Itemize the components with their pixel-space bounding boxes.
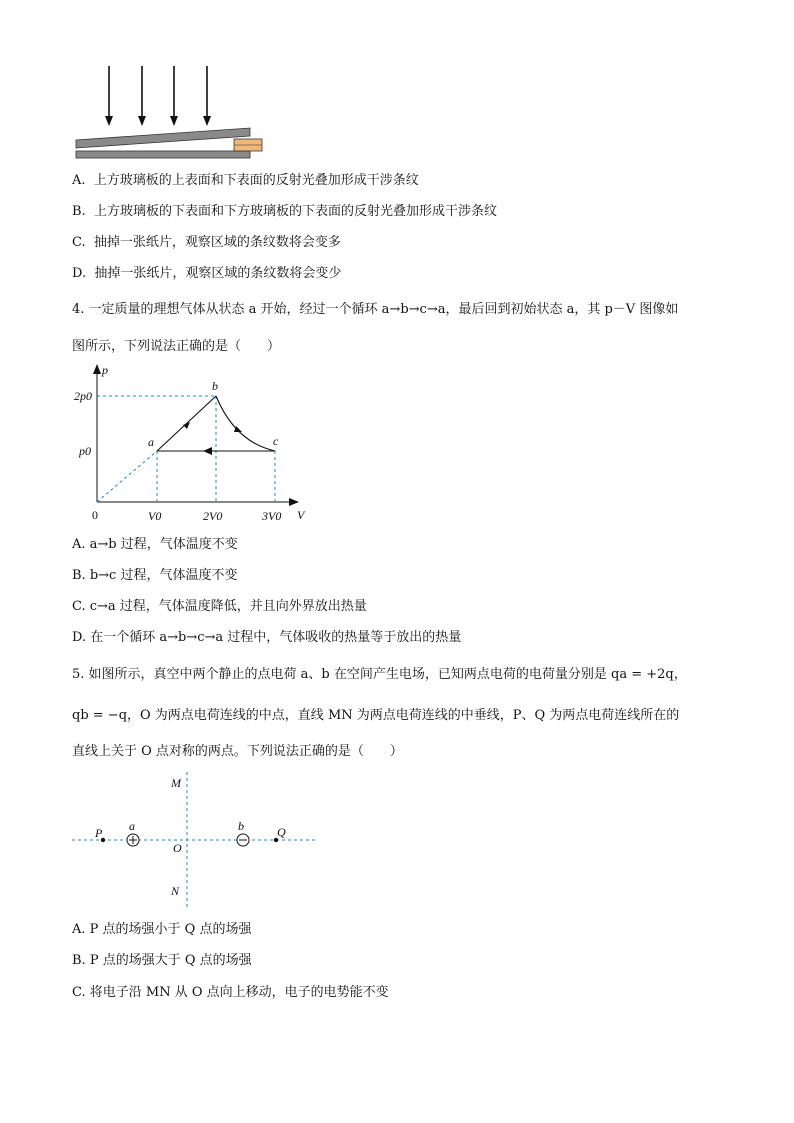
point-c-label: c <box>273 434 279 448</box>
q4-option-c: C. c→a 过程，气体温度降低，并且向外界放出热量 <box>72 599 367 614</box>
q4-option-d: D. 在一个循环 a→b→c→a 过程中，气体吸收的热量等于放出的热量 <box>72 630 462 645</box>
q5-stem-line2: qb = −q，O 为两点电荷连线的中点，直线 MN 为两点电荷连线的中垂线，P、Q 为两点电荷连线所在的 <box>72 708 680 723</box>
q3-option-b: B. 上方玻璃板的下表面和下方玻璃板的下表面的反射光叠加形成干涉条纹 <box>72 204 497 219</box>
q4-option-b: B. b→c 过程，气体温度不变 <box>72 568 238 583</box>
q3-option-b-text: 上方玻璃板的下表面和下方玻璃板的下表面的反射光叠加形成干涉条纹 <box>93 204 497 219</box>
label-p: P <box>95 826 103 840</box>
charge-a-positive <box>127 834 139 846</box>
pv-graph <box>70 362 320 532</box>
label-o: O <box>173 841 182 855</box>
process-bc <box>216 396 275 451</box>
origin-label: 0 <box>92 508 98 522</box>
q4-option-a: A. a→b 过程，气体温度不变 <box>72 537 238 552</box>
charge-b-negative <box>237 834 249 846</box>
wedge-figure <box>70 60 270 165</box>
p-axis-label: p <box>102 363 108 377</box>
q5-option-b: B. P 点的场强大于 Q 点的场强 <box>72 953 252 968</box>
q3-option-a: A. 上方玻璃板的上表面和下表面的反射光叠加形成干涉条纹 <box>72 173 419 188</box>
charges-figure <box>70 768 320 918</box>
lower-glass-plate <box>76 151 250 158</box>
q4-stem-line1: 4. 一定质量的理想气体从状态 a 开始，经过一个循环 a→b→c→a，最后回到初始状态 a，其 p－V 图像如 <box>72 302 679 317</box>
point-b-label: b <box>212 379 218 393</box>
label-a: a <box>129 819 135 833</box>
q3-option-c: C. 抽掉一张纸片，观察区域的条纹数将会变多 <box>72 235 341 250</box>
q4-stem-line2: 图所示，下列说法正确的是（ ） <box>72 339 281 354</box>
q3-option-d: D. 抽掉一张纸片，观察区域的条纹数将会变少 <box>72 266 342 281</box>
label-m: M <box>171 776 181 790</box>
q5-option-a: A. P 点的场强小于 Q 点的场强 <box>72 922 252 937</box>
label-b: b <box>238 819 244 833</box>
q5-stem-line3: 直线上关于 O 点对称的两点。下列说法正确的是（ ） <box>72 744 403 759</box>
label-n: N <box>171 884 180 898</box>
tick-p0: p0 <box>79 444 91 458</box>
q3-option-c-text: 抽掉一张纸片，观察区域的条纹数将会变多 <box>93 235 341 250</box>
upper-glass-plate <box>76 128 250 148</box>
tick-3v0: 3V0 <box>262 509 282 523</box>
label-q: Q <box>277 825 286 839</box>
q3-option-d-text: 抽掉一张纸片，观察区域的条纹数将会变少 <box>94 266 342 281</box>
q5-option-c: C. 将电子沿 MN 从 O 点向上移动，电子的电势能不变 <box>72 985 389 1000</box>
tick-2p0: 2p0 <box>74 389 92 403</box>
tick-v0: V0 <box>148 509 162 523</box>
tick-2v0: 2V0 <box>203 509 223 523</box>
point-a-label: a <box>148 435 154 449</box>
incident-light-arrows <box>105 66 211 126</box>
v-axis-label: V <box>297 508 305 522</box>
guide-origin-a <box>97 451 157 502</box>
q3-option-a-text: 上方玻璃板的上表面和下表面的反射光叠加形成干涉条纹 <box>93 173 419 188</box>
q5-stem-line1: 5. 如图所示，真空中两个静止的点电荷 a、b 在空间产生电场，已知两点电荷的电荷量分别是 qa = +2q， <box>72 667 687 682</box>
